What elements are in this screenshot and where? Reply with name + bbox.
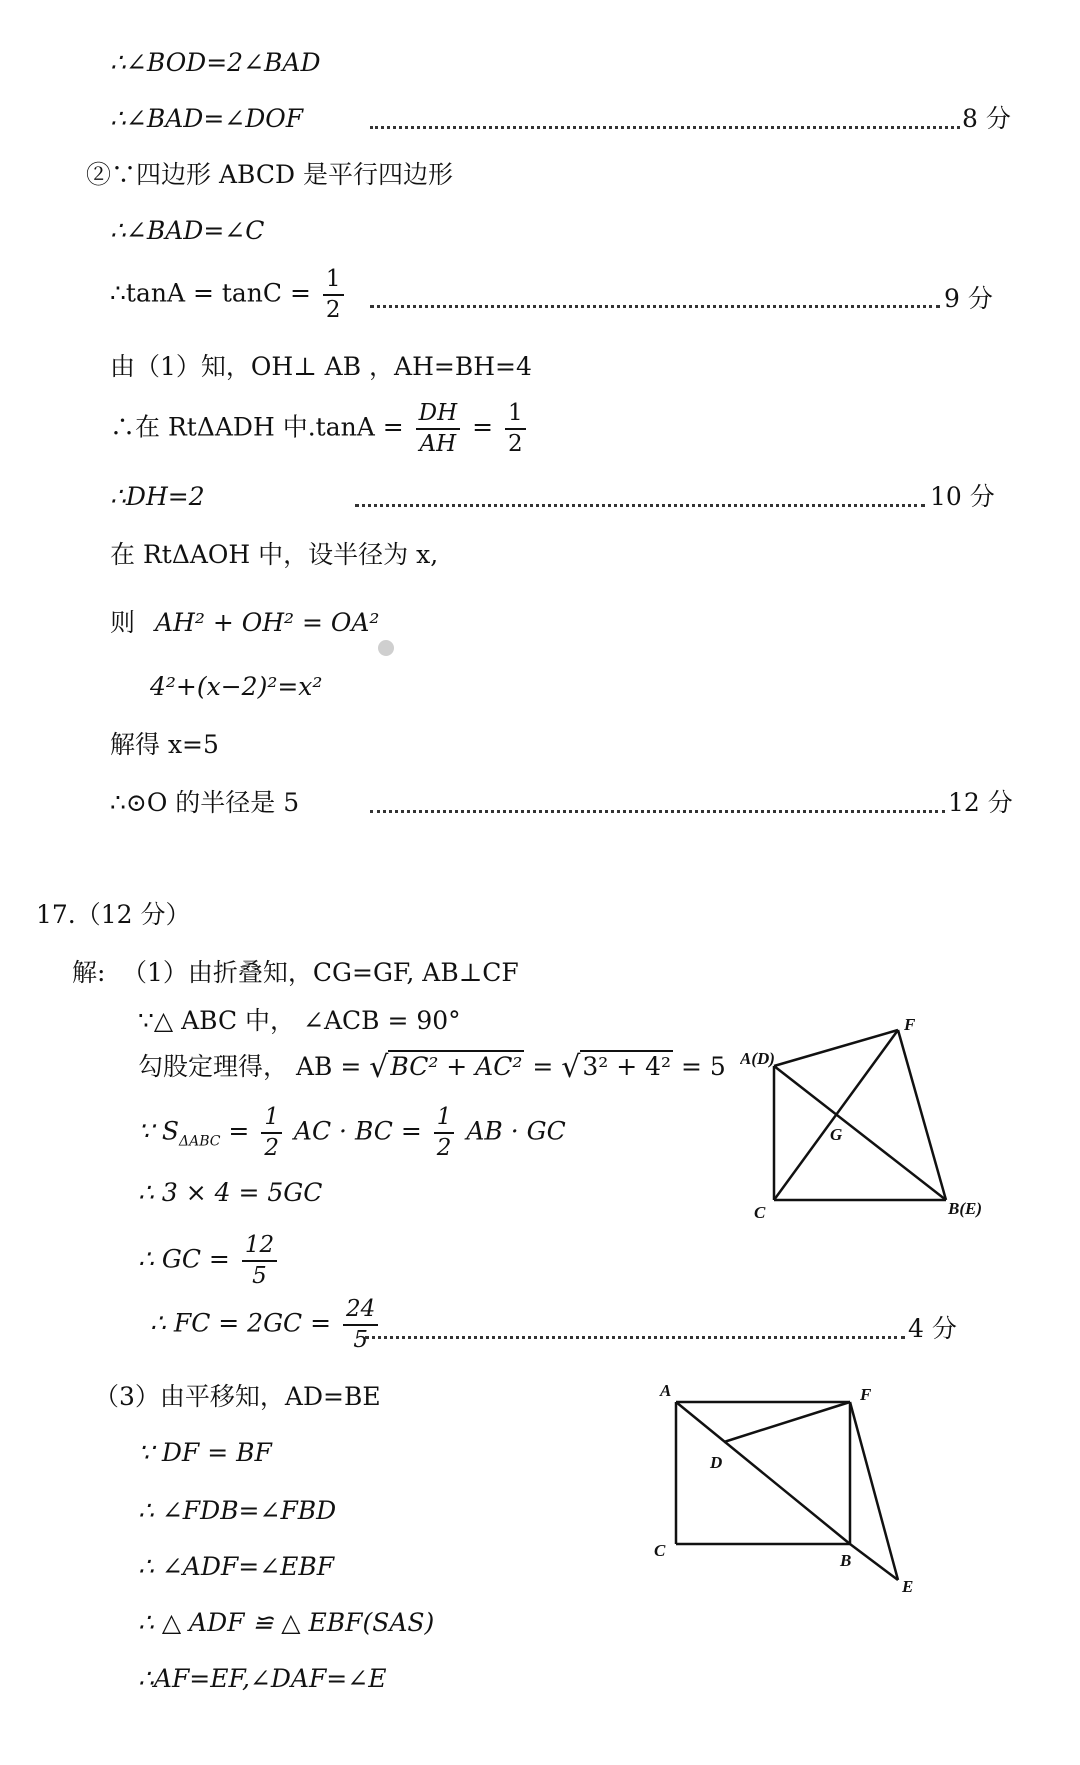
figure-fold-diagram (740, 1010, 1000, 1240)
sqrt-radicand: 3² + 4² (582, 1052, 672, 1081)
step-bad-c: ∴∠BAD=∠C (110, 216, 265, 245)
fraction-numerator: 12 (242, 1234, 277, 1262)
score-10: 10 分 (930, 482, 995, 511)
step-oh-perp-ab: 由（1）知，OH⊥ AB ，AH=BH=4 (110, 352, 532, 381)
pythag-text: 勾股定理得， AB = (138, 1052, 362, 1081)
leader-dots (370, 305, 940, 308)
sqrt-bc-ac (369, 1050, 524, 1084)
label-f: F (904, 1015, 916, 1034)
segment-df (724, 1402, 850, 1442)
solution-label: 解: (72, 958, 106, 987)
score-12: 12 分 (948, 788, 1013, 817)
label-c: C (754, 1203, 766, 1222)
fraction-denominator: 2 (325, 297, 341, 323)
step-3x4-5gc: ∴ 3 × 4 = 5GC (138, 1178, 323, 1207)
sqrt-3-4 (561, 1050, 673, 1084)
fraction-denominator: AH (419, 431, 457, 457)
fraction-numerator: 24 (343, 1298, 378, 1326)
step-equation-x: 4²+(x−2)²=x² (150, 672, 323, 701)
diagonal-ab (774, 1066, 946, 1200)
step-area (138, 1106, 566, 1160)
fraction-numerator: 1 (261, 1106, 282, 1134)
fraction-denominator: 2 (264, 1135, 279, 1161)
equals-sign: = (228, 1116, 250, 1146)
fraction-24-5 (343, 1298, 378, 1352)
step-tan-in-adh (110, 402, 530, 456)
fraction-one-half (505, 402, 526, 456)
fraction-numerator: 1 (323, 268, 344, 296)
question-17-header: 17.（12 分） (36, 900, 191, 929)
step-gc-value (138, 1234, 281, 1288)
fraction-12-5 (242, 1234, 277, 1288)
step-fdb-fbd: ∴ ∠FDB=∠FBD (138, 1496, 337, 1525)
leader-dots (370, 126, 960, 129)
label-a-d: A(D) (740, 1049, 775, 1068)
fraction-dh-ah (416, 402, 461, 456)
fraction-numerator: 1 (434, 1106, 455, 1134)
fc-text: ∴ FC = 2GC = (150, 1308, 332, 1338)
label-e: E (902, 1577, 914, 1596)
sqrt-sign-icon: √ (561, 1050, 581, 1085)
score-4: 4 分 (908, 1314, 957, 1343)
fraction-denominator: 2 (507, 431, 523, 457)
scan-smudge (378, 640, 394, 656)
step-translation: （3）由平移知，AD=BE (94, 1382, 381, 1411)
segment-fe (850, 1402, 898, 1580)
step-congruent: ∴ △ ADF ≌ △ EBF(SAS) (138, 1608, 435, 1637)
result-5: = 5 (681, 1052, 726, 1081)
label-c: C (654, 1541, 666, 1560)
fraction-one-half (261, 1106, 282, 1160)
step-bad-dof: ∴∠BAD=∠DOF (110, 104, 304, 133)
leader-dots (355, 504, 925, 507)
equals-sign: = (532, 1052, 554, 1081)
step-df-bf: ∵ DF = BF (138, 1438, 272, 1467)
label-f: F (860, 1385, 872, 1404)
leader-dots (370, 810, 945, 813)
sqrt-sign-icon: √ (369, 1050, 389, 1085)
gc-text: ∴ GC = (138, 1244, 230, 1274)
score-9: 9 分 (944, 284, 993, 313)
area-s: ∵ S (138, 1116, 179, 1146)
step-bod-2bad: ∴∠BOD=2∠BAD (110, 48, 321, 77)
label-g: G (830, 1125, 843, 1144)
step-rt-aoh: 在 RtΔAOH 中，设半径为 x, (110, 540, 439, 569)
fraction-numerator: 1 (505, 402, 526, 430)
step-parallelogram: ②∵四边形 ABCD 是平行四边形 (86, 160, 453, 189)
step-dh-2: ∴DH=2 (110, 482, 205, 511)
step-af-ef: ∴AF=EF,∠DAF=∠E (138, 1664, 387, 1693)
step-pythag-label: 则 (110, 608, 136, 637)
step-pythag-equation: AH² + OH² = OA² (155, 608, 380, 637)
area-subscript: ΔABC (178, 1133, 221, 1150)
figure-translation-diagram (640, 1370, 940, 1600)
step-right-angle: ∵△ ABC 中， ∠ACB = 90° (138, 1006, 461, 1035)
label-d: D (710, 1453, 723, 1472)
segment-ab (676, 1402, 850, 1544)
fraction-one-half (323, 268, 344, 322)
ab-gc-term: AB · GC (466, 1116, 566, 1146)
step-adf-ebf: ∴ ∠ADF=∠EBF (138, 1552, 335, 1581)
diagonal-cf (774, 1030, 898, 1200)
fraction-denominator: 5 (353, 1327, 368, 1353)
label-a: A (660, 1381, 672, 1400)
equals-sign: = (472, 412, 494, 442)
step-fold: （1）由折叠知，CG=GF, AB⊥CF (122, 958, 519, 987)
score-8: 8 分 (962, 104, 1011, 133)
fraction-denominator: 2 (436, 1135, 452, 1161)
fraction-denominator: 5 (252, 1263, 267, 1289)
tan-adh-text: ∴在 RtΔADH 中.tanA = (110, 412, 404, 442)
edge-af (774, 1030, 898, 1066)
sqrt-radicand: BC² + AC² (390, 1052, 523, 1081)
step-fc-value (150, 1298, 382, 1352)
step-tan-equal (110, 268, 348, 322)
tan-text: ∴tanA = tanC = (110, 278, 311, 308)
label-b-e: B(E) (948, 1199, 982, 1218)
step-solve-x: 解得 x=5 (110, 730, 219, 759)
fraction-numerator: DH (416, 402, 461, 430)
ac-bc-term: AC · BC = (293, 1116, 422, 1146)
step-pythagoras-ab (138, 1050, 726, 1084)
label-b: B (840, 1551, 852, 1570)
step-radius-5: ∴⊙O 的半径是 5 (110, 788, 300, 817)
fraction-one-half (434, 1106, 455, 1160)
leader-dots (365, 1336, 905, 1339)
edge-fb (898, 1030, 946, 1200)
